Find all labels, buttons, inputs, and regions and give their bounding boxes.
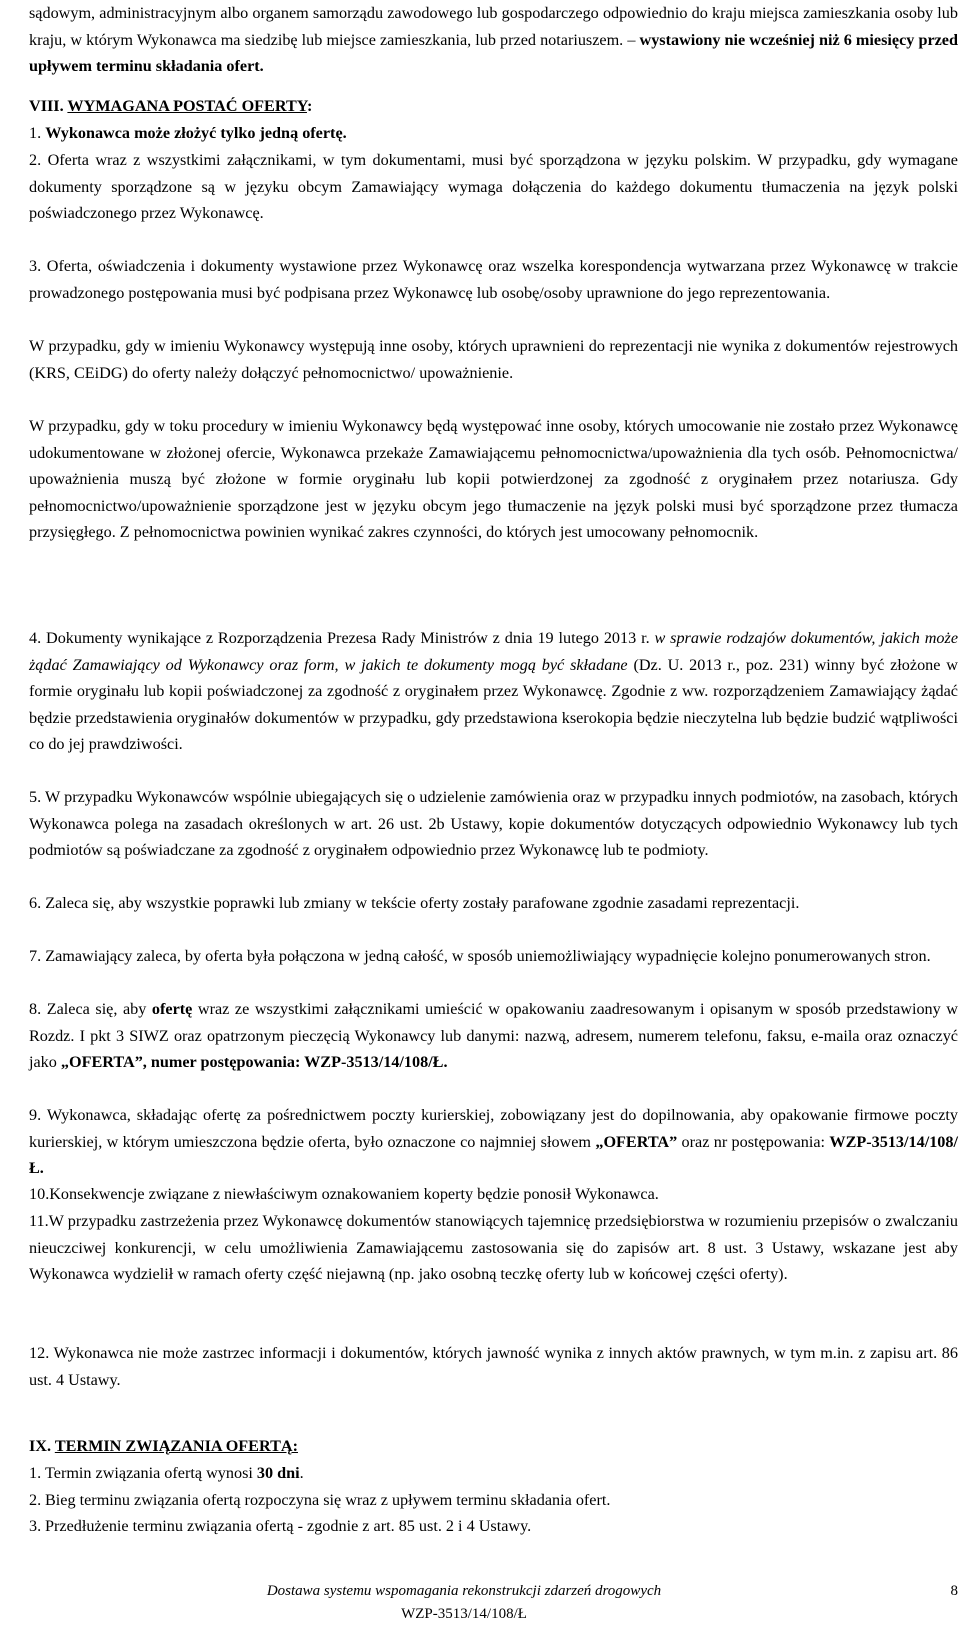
item-text: Przedłużenie terminu związania ofertą - zgodnie z art. 85 ust. 2 i 4 Ustawy.	[45, 1517, 532, 1535]
item-number: 11.	[29, 1212, 49, 1230]
section-viii-item-2	[29, 147, 958, 227]
item-text: Bieg terminu związania ofertą rozpoczyna się wraz z upływem terminu składania ofert.	[45, 1491, 611, 1509]
section-viii-item-8	[29, 996, 958, 1076]
section-viii-item-4	[29, 625, 958, 758]
section-viii-item-3	[29, 253, 958, 306]
section-ix-heading	[29, 1433, 958, 1460]
section-viii-item-11	[29, 1208, 958, 1288]
item-bold-offer: ofertę	[151, 1000, 193, 1018]
item-text: Wykonawca, składając ofertę za pośrednictwem poczty kurierskiej, zobowiązany jest do dopilnowania, aby opakowanie firmowe poczty kurierskiej, w którym umieszczona będzie oferta, było oznaczone co najmniej słowem	[29, 1106, 958, 1151]
item-text: W przypadku Wykonawców wspólnie ubiegających się o udzielenie zamówienia oraz w przypadku innych podmiotów, na zasobach, których Wykonawca polega na zasadach określonych w art. 26 ust. 2b Ustawy, kopie dokumentów dotyczących odpowiednio Wykonawcy lub tych podmiotów są poświadczane za zgodność z oryginałem odpowiednio przez Wykonawcę lub te podmioty.	[29, 788, 958, 859]
footer-title: Dostawa systemu wspomagania rekonstrukcji zdarzeń drogowych	[266, 1583, 662, 1599]
item-text: Zaleca się, aby	[46, 1000, 152, 1018]
section-viii-item-1	[29, 120, 958, 147]
item-text-continued: wraz ze wszystkimi załącznikami umieścić w opakowaniu zaadresowanym i opisanym w sposób przedstawiony w Rozdz. I pkt 3 SIWZ oraz opatrzonym pieczęcią Wykonawcy lub danymi: nazwą, adresem, numerem telefonu, faksu, e-maila oraz oznaczyć jako	[29, 1000, 958, 1071]
item-number: 2.	[29, 151, 42, 169]
section-viii-item-5	[29, 784, 958, 864]
document-page	[29, 0, 960, 1629]
item-number: 9.	[29, 1106, 42, 1124]
item-text: Dokumenty wynikające z Rozporządzenia Prezesa Rady Ministrów z dnia 19 lutego 2013 r.	[46, 629, 655, 647]
section-viii-item-6	[29, 890, 958, 917]
item-number: 1.	[29, 124, 42, 142]
item-text-end: .	[299, 1464, 304, 1482]
item-number: 2.	[29, 1491, 42, 1509]
section-ix-title: TERMIN ZWIĄZANIA OFERTĄ:	[54, 1437, 298, 1455]
intro-bold-text: wystawiony nie wcześniej niż 6 miesięcy przed upływem terminu składania ofert.	[29, 30, 958, 75]
section-ix-number: IX.	[29, 1437, 52, 1455]
item-text: Zaleca się, aby wszystkie poprawki lub zmiany w tekście oferty zostały parafowane zgodnie zasadami reprezentacji.	[45, 894, 800, 912]
item-text: Wykonawca może złożyć tylko jedną ofertę.	[45, 124, 347, 142]
item-number: 6.	[29, 894, 42, 912]
section-viii-colon: :	[306, 97, 313, 115]
item-bold-offer: „OFERTA”	[595, 1132, 678, 1151]
item-text: W przypadku zastrzeżenia przez Wykonawcę dokumentów stanowiących tajemnicę przedsiębiorstwa w rozumieniu przepisów o zwalczaniu nieuczciwej konkurencji, w celu umożliwienia Zamawiającemu zastosowania się do zapisów art. 8 ust. 3 Ustawy, wskazane jest aby Wykonawca wydzielił w ramach oferty część niejawną (np. jako osobną teczkę oferty lub w końcowej części oferty).	[29, 1212, 958, 1283]
section-viii-item-7	[29, 943, 958, 970]
item-number: 7.	[29, 947, 42, 965]
footer-reference-number: WZP-3513/14/108/Ł	[401, 1606, 527, 1622]
item-number: 4.	[29, 629, 42, 647]
item-text: Oferta, oświadczenia i dokumenty wystawione przez Wykonawcę oraz wszelka korespondencja wytwarzana przez Wykonawcę w trakcie prowadzonego postępowania musi być podpisana przez Wykonawcę lub osobę/osoby uprawnione do jego reprezentowania.	[29, 257, 958, 302]
section-viii-item-10	[29, 1181, 958, 1208]
item-text-group	[45, 1460, 304, 1487]
section-viii-item-12	[29, 1340, 958, 1393]
regulation-title: w sprawie rodzajów dokumentów, jakich może żądać Zamawiający od Wykonawcy oraz form, w jakich te dokumenty mogą być składane	[29, 629, 959, 674]
item-text: Konsekwencje związane z niewłaściwym oznakowaniem koperty będzie ponosił Wykonawca.	[49, 1185, 659, 1203]
item-number: 12.	[29, 1344, 50, 1362]
item-text: Zamawiający zaleca, by oferta była połączona w jedną całość, w sposób uniemożliwiający wypadnięcie kolejno ponumerowanych stron.	[45, 947, 931, 965]
item-number: 3.	[29, 1517, 42, 1535]
intro-text: sądowym, administracyjnym albo organem samorządu zawodowego lub gospodarczego odpowiednio do kraju miejsca zamieszkania osoby lub kraju, w którym Wykonawca ma siedzibę lub miejsce zamieszkania, lub przed notariuszem. –	[29, 4, 958, 49]
item-text: Oferta wraz z wszystkimi załącznikami, w tym dokumentami, musi być sporządzona w języku polskim. W przypadku, gdy wymagane dokumenty sporządzone są w języku obcym Zamawiający wymaga dołączenia do każdego dokumentu tłumaczenia na język polski poświadczonego przez Wykonawcę.	[29, 151, 958, 222]
item-number: 8.	[29, 1000, 42, 1018]
item-bold-label: „OFERTA”, numer postępowania: WZP-3513/14/108/Ł.	[60, 1053, 448, 1071]
page-number: 8	[950, 1583, 958, 1599]
item-number: 1.	[29, 1464, 42, 1482]
section-viii-heading	[29, 93, 958, 120]
item-text: Wykonawca nie może zastrzec informacji i dokumentów, których jawność wynika z innych aktów prawnych, w tym m.in. z zapisu art. 86 ust. 4 Ustawy.	[29, 1344, 958, 1389]
section-viii-number: VIII.	[29, 97, 64, 115]
section-viii-title: WYMAGANA POSTAĆ OFERTY	[67, 97, 307, 115]
paragraph-text: W przypadku, gdy w imieniu Wykonawcy występują inne osoby, których uprawnieni do reprezentacji nie wynika z dokumentów rejestrowych (KRS, CEiDG) do oferty należy dołączyć pełnomocnictwo/ upoważnienie.	[29, 337, 958, 382]
section-viii-item-9	[29, 1102, 958, 1182]
section-viii-paragraph-representation	[29, 333, 958, 386]
item-text: Termin związania ofertą wynosi	[45, 1464, 257, 1482]
item-bold-number: WZP-3513/14/108/Ł.	[29, 1132, 958, 1177]
section-viii-paragraph-authorization	[29, 413, 958, 546]
item-number: 5.	[29, 788, 42, 806]
intro-paragraph	[29, 0, 958, 80]
item-bold-days: 30 dni	[256, 1464, 300, 1482]
page-footer	[29, 1580, 958, 1629]
item-text-continued: oraz nr postępowania:	[677, 1132, 830, 1151]
paragraph-text: W przypadku, gdy w toku procedury w imieniu Wykonawcy będą występować inne osoby, których umocowanie nie zostało przez Wykonawcę udokumentowane w złożonej ofercie, Wykonawca przekaże Zamawiającemu pełnomocnictwa/upoważnienia dla tych osób. Pełnomocnictwa/ upoważnienia muszą być złożone w formie oryginału lub kopii potwierdzonej za zgodność z oryginałem przez notariusza. Gdy pełnomocnictwo/upoważnienie sporządzone jest w języku obcym jego tłumaczenie na język polski musi być sporządzone przez tłumacza przysięgłego. Z pełnomocnictwa powinien wynikać zakres czynności, do których jest umocowany pełnomocnik.	[29, 417, 958, 541]
item-number: 10.	[29, 1185, 50, 1203]
item-text-continued: (Dz. U. 2013 r., poz. 231) winny być złożone w formie oryginału lub kopii poświadczonej za zgodność z oryginałem przez Wykonawcę. Zgodnie z ww. rozporządzeniem Zamawiający żądać będzie przedstawienia oryginałów dokumentów w przypadku, gdy przedstawiona kserokopia będzie nieczytelna lub będzie budzić wątpliwości co do jej prawdziwości.	[29, 655, 958, 753]
item-number: 3.	[29, 257, 42, 275]
